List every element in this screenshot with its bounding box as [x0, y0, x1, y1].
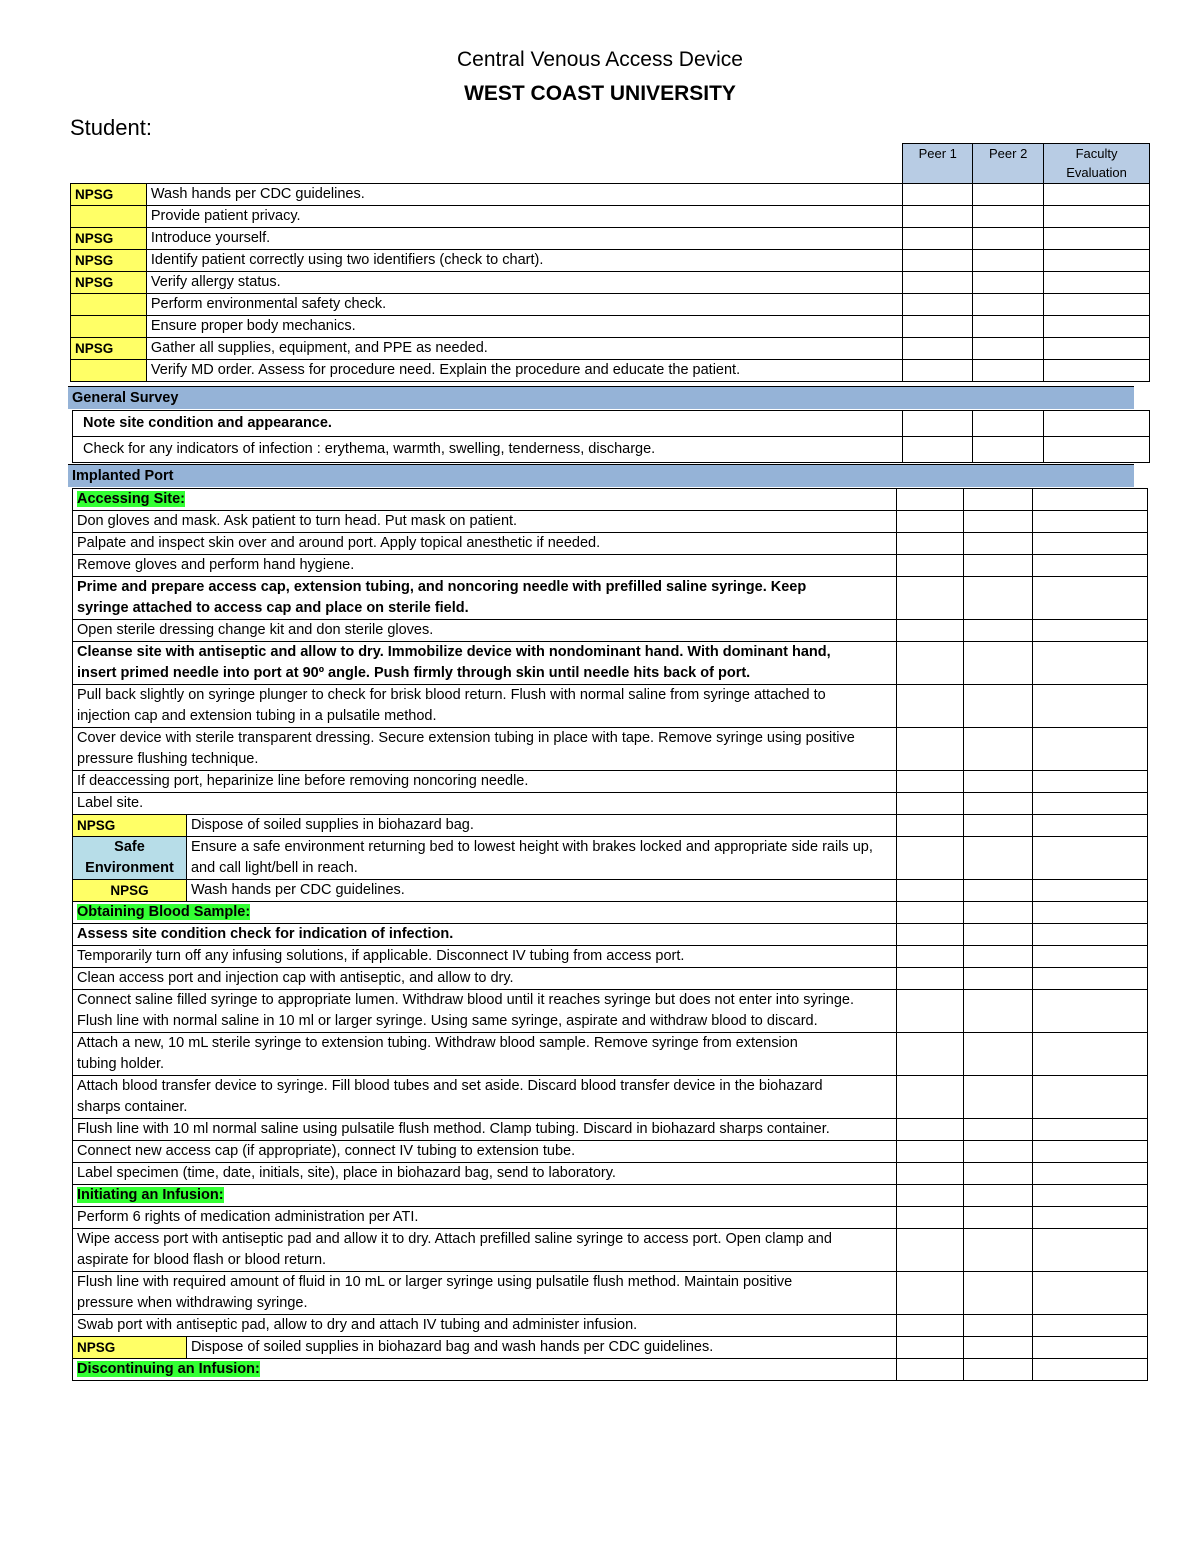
npsg-badge: NPSG	[71, 228, 147, 250]
peer1-cell[interactable]	[903, 411, 973, 437]
prep-row	[71, 206, 1150, 228]
step-text: Verify allergy status.	[146, 272, 902, 294]
faculty-cell[interactable]	[1033, 1076, 1148, 1119]
tag-empty-cell	[71, 316, 147, 338]
step-text: Cleanse site with antiseptic and allow to dry. Immobilize device with nondominant hand. With dominant hand, insert primed needle into port at 90º angle. Push firmly through skin until needle hits back of port.	[73, 642, 897, 685]
peer1-cell[interactable]	[903, 437, 973, 463]
step-text: Wash hands per CDC guidelines.	[146, 184, 902, 206]
npsg-badge: NPSG	[71, 338, 147, 360]
npsg-badge: NPSG	[73, 815, 187, 837]
peer1-cell[interactable]	[903, 338, 973, 360]
peer1-cell[interactable]	[896, 577, 964, 620]
peer1-cell[interactable]	[896, 880, 964, 902]
step-text: Open sterile dressing change kit and don sterile gloves.	[73, 620, 897, 642]
step-text: Dispose of soiled supplies in biohazard bag.	[186, 815, 896, 837]
step-text: Prime and prepare access cap, extension tubing, and noncoring needle with prefilled saline syringe. Keep syringe attached to access cap and place on sterile field.	[73, 577, 897, 620]
peer1-cell[interactable]	[903, 250, 973, 272]
peer1-cell[interactable]	[903, 272, 973, 294]
peer1-cell[interactable]	[896, 837, 964, 880]
faculty-cell[interactable]	[1033, 1229, 1148, 1272]
peer1-cell[interactable]	[896, 1163, 964, 1185]
peer1-cell[interactable]	[896, 1141, 964, 1163]
peer1-cell[interactable]	[903, 294, 973, 316]
peer1-cell[interactable]	[896, 1315, 964, 1337]
safe-environment-badge: Safe Environment	[73, 837, 187, 880]
faculty-cell[interactable]	[1033, 577, 1148, 620]
prep-row	[71, 184, 1150, 206]
tag-empty-cell	[71, 360, 147, 382]
step-text: Pull back slightly on syringe plunger to check for brisk blood return. Flush with normal saline from syringe attached to injection cap and extension tubing in a pulsatile method.	[73, 685, 897, 728]
peer2-cell[interactable]	[964, 1337, 1033, 1359]
peer1-cell[interactable]	[896, 771, 964, 793]
faculty-cell[interactable]	[1044, 184, 1150, 206]
blood-sample-label: Obtaining Blood Sample:	[77, 904, 251, 920]
peer1-cell[interactable]	[896, 620, 964, 642]
header-blank	[71, 144, 903, 184]
peer2-cell[interactable]	[964, 837, 1033, 880]
university-name: WEST COAST UNIVERSITY	[464, 82, 736, 105]
faculty-cell[interactable]	[1033, 990, 1148, 1033]
discontinuing-label: Discontinuing an Infusion:	[77, 1361, 260, 1377]
peer2-cell[interactable]	[964, 946, 1033, 968]
peer2-cell[interactable]	[973, 184, 1044, 206]
faculty-cell[interactable]	[1044, 360, 1150, 382]
step-text: Dispose of soiled supplies in biohazard bag and wash hands per CDC guidelines.	[186, 1337, 896, 1359]
peer1-cell[interactable]	[903, 206, 973, 228]
step-text: Perform environmental safety check.	[146, 294, 902, 316]
step-text: Gather all supplies, equipment, and PPE as needed.	[146, 338, 902, 360]
step-text: Cover device with sterile transparent dressing. Secure extension tubing in place with tape. Remove syringe using positive pressure flushing technique.	[73, 728, 897, 771]
student-label: Student:	[70, 115, 152, 140]
implanted-port-header: Implanted Port	[68, 464, 1134, 487]
peer2-cell[interactable]	[964, 968, 1033, 990]
faculty-cell[interactable]	[1033, 1272, 1148, 1315]
infusion-label: Initiating an Infusion:	[77, 1187, 224, 1203]
prep-row	[71, 360, 1150, 382]
peer1-cell[interactable]	[896, 489, 964, 511]
faculty-cell[interactable]	[1033, 511, 1148, 533]
step-text: Provide patient privacy.	[146, 206, 902, 228]
prep-row	[71, 294, 1150, 316]
peer1-cell[interactable]	[896, 1076, 964, 1119]
peer2-cell[interactable]	[973, 294, 1044, 316]
step-text: Attach blood transfer device to syringe. Fill blood tubes and set aside. Discard blood transfer device in the biohazard sharps container.	[73, 1076, 897, 1119]
prep-row	[71, 228, 1150, 250]
faculty-cell[interactable]	[1033, 728, 1148, 771]
accessing-site-label: Accessing Site:	[77, 491, 185, 507]
step-text: Ensure proper body mechanics.	[146, 316, 902, 338]
peer2-cell[interactable]	[964, 1163, 1033, 1185]
faculty-cell[interactable]	[1044, 272, 1150, 294]
peer1-cell[interactable]	[896, 1119, 964, 1141]
peer2-cell[interactable]	[973, 411, 1044, 437]
peer2-cell[interactable]	[964, 793, 1033, 815]
npsg-badge: NPSG	[71, 272, 147, 294]
col-faculty-evaluation: Faculty Evaluation	[1044, 144, 1150, 184]
peer2-cell[interactable]	[964, 577, 1033, 620]
tag-empty-cell	[71, 294, 147, 316]
peer2-cell[interactable]	[973, 272, 1044, 294]
prep-row	[71, 272, 1150, 294]
checklist-top-table	[70, 143, 1150, 382]
peer2-cell[interactable]	[973, 437, 1044, 463]
prep-row	[71, 250, 1150, 272]
peer2-cell[interactable]	[964, 555, 1033, 577]
peer2-cell[interactable]	[964, 642, 1033, 685]
faculty-cell[interactable]	[1033, 1337, 1148, 1359]
peer2-cell[interactable]	[964, 1272, 1033, 1315]
peer1-cell[interactable]	[896, 793, 964, 815]
npsg-badge: NPSG	[73, 880, 187, 902]
peer2-cell[interactable]	[964, 1359, 1033, 1381]
section-label-cell	[73, 902, 897, 924]
peer1-cell[interactable]	[903, 228, 973, 250]
peer2-cell[interactable]	[964, 1207, 1033, 1229]
step-text: Remove gloves and perform hand hygiene.	[73, 555, 897, 577]
faculty-cell[interactable]	[1044, 316, 1150, 338]
step-text: Ensure a safe environment returning bed to lowest height with brakes locked and appropriate side rails up, and call light/bell in reach.	[186, 837, 896, 880]
faculty-cell[interactable]	[1033, 1315, 1148, 1337]
npsg-badge: NPSG	[71, 250, 147, 272]
peer2-cell[interactable]	[973, 360, 1044, 382]
peer2-cell[interactable]	[964, 511, 1033, 533]
peer2-cell[interactable]	[964, 533, 1033, 555]
faculty-cell[interactable]	[1033, 620, 1148, 642]
step-text: Connect new access cap (if appropriate), connect IV tubing to extension tube.	[73, 1141, 897, 1163]
step-text: Perform 6 rights of medication administration per ATI.	[73, 1207, 897, 1229]
peer2-cell[interactable]	[964, 902, 1033, 924]
peer2-cell[interactable]	[964, 685, 1033, 728]
step-text: Label specimen (time, date, initials, site), place in biohazard bag, send to laboratory.	[73, 1163, 897, 1185]
peer1-cell[interactable]	[896, 511, 964, 533]
faculty-cell[interactable]	[1033, 815, 1148, 837]
peer2-cell[interactable]	[973, 228, 1044, 250]
faculty-cell[interactable]	[1033, 1141, 1148, 1163]
peer1-cell[interactable]	[896, 1185, 964, 1207]
peer2-cell[interactable]	[964, 771, 1033, 793]
faculty-cell[interactable]	[1044, 294, 1150, 316]
prep-row	[71, 316, 1150, 338]
faculty-cell[interactable]	[1033, 1033, 1148, 1076]
peer1-cell[interactable]	[896, 924, 964, 946]
step-text: Connect saline filled syringe to appropriate lumen. Withdraw blood until it reaches syringe but does not enter into syringe. Flush line with normal saline in 10 ml or larger syringe. Using same syringe, aspirate and withdraw blood to discard.	[73, 990, 897, 1033]
step-text: Palpate and inspect skin over and around port. Apply topical anesthetic if needed.	[73, 533, 897, 555]
peer2-cell[interactable]	[964, 880, 1033, 902]
faculty-cell[interactable]	[1033, 880, 1148, 902]
general-survey-table	[72, 410, 1150, 463]
col-peer-1: Peer 1	[903, 144, 973, 184]
peer2-cell[interactable]	[964, 924, 1033, 946]
faculty-cell[interactable]	[1033, 793, 1148, 815]
peer2-cell[interactable]	[964, 728, 1033, 771]
peer1-cell[interactable]	[903, 184, 973, 206]
prep-row	[71, 338, 1150, 360]
peer1-cell[interactable]	[896, 1229, 964, 1272]
step-text: Verify MD order. Assess for procedure need. Explain the procedure and educate the patient.	[146, 360, 902, 382]
faculty-cell[interactable]	[1044, 206, 1150, 228]
step-text: Identify patient correctly using two identifiers (check to chart).	[146, 250, 902, 272]
peer2-cell[interactable]	[964, 1229, 1033, 1272]
general-survey-header: General Survey	[68, 386, 1134, 409]
peer1-cell[interactable]	[896, 642, 964, 685]
peer1-cell[interactable]	[896, 685, 964, 728]
step-text: Don gloves and mask. Ask patient to turn head. Put mask on patient.	[73, 511, 897, 533]
step-text: Wash hands per CDC guidelines.	[186, 880, 896, 902]
step-text: Temporarily turn off any infusing solutions, if applicable. Disconnect IV tubing from access port.	[73, 946, 897, 968]
peer1-cell[interactable]	[903, 316, 973, 338]
step-text: Label site.	[73, 793, 897, 815]
peer1-cell[interactable]	[896, 990, 964, 1033]
tag-empty-cell	[71, 206, 147, 228]
faculty-cell[interactable]	[1033, 1207, 1148, 1229]
peer2-cell[interactable]	[964, 1119, 1033, 1141]
faculty-cell[interactable]	[1044, 437, 1150, 463]
faculty-cell[interactable]	[1033, 1119, 1148, 1141]
peer2-cell[interactable]	[964, 1141, 1033, 1163]
document-title: Central Venous Access Device	[457, 48, 743, 71]
faculty-cell[interactable]	[1033, 771, 1148, 793]
peer1-cell[interactable]	[896, 533, 964, 555]
peer1-cell[interactable]	[896, 902, 964, 924]
npsg-badge: NPSG	[73, 1337, 187, 1359]
faculty-cell[interactable]	[1044, 250, 1150, 272]
faculty-cell[interactable]	[1044, 228, 1150, 250]
faculty-cell[interactable]	[1033, 685, 1148, 728]
peer2-cell[interactable]	[973, 338, 1044, 360]
peer2-cell[interactable]	[964, 815, 1033, 837]
peer2-cell[interactable]	[973, 250, 1044, 272]
peer2-cell[interactable]	[964, 1033, 1033, 1076]
section-label-cell	[73, 1185, 897, 1207]
peer2-cell[interactable]	[964, 1315, 1033, 1337]
peer1-cell[interactable]	[896, 815, 964, 837]
peer2-cell[interactable]	[973, 206, 1044, 228]
section-label-cell	[73, 489, 897, 511]
faculty-cell[interactable]	[1033, 902, 1148, 924]
faculty-cell[interactable]	[1033, 533, 1148, 555]
section-label-cell	[73, 1359, 897, 1381]
peer1-cell[interactable]	[896, 1337, 964, 1359]
faculty-cell[interactable]	[1033, 837, 1148, 880]
peer2-cell[interactable]	[964, 1076, 1033, 1119]
step-text: Flush line with required amount of fluid in 10 mL or larger syringe using pulsatile flush method. Maintain positive pressure when withdrawing syringe.	[73, 1272, 897, 1315]
implanted-port-table	[72, 488, 1148, 1381]
peer1-cell[interactable]	[896, 1033, 964, 1076]
faculty-cell[interactable]	[1044, 411, 1150, 437]
peer1-cell[interactable]	[896, 946, 964, 968]
faculty-cell[interactable]	[1033, 1163, 1148, 1185]
peer2-cell[interactable]	[973, 316, 1044, 338]
step-text: Wipe access port with antiseptic pad and allow it to dry. Attach prefilled saline syringe to access port. Open clamp and aspirate for blood flash or blood return.	[73, 1229, 897, 1272]
peer2-cell[interactable]	[964, 990, 1033, 1033]
faculty-cell[interactable]	[1033, 642, 1148, 685]
faculty-cell[interactable]	[1044, 338, 1150, 360]
faculty-cell[interactable]	[1033, 924, 1148, 946]
step-text: Introduce yourself.	[146, 228, 902, 250]
col-peer-2: Peer 2	[973, 144, 1044, 184]
faculty-cell[interactable]	[1033, 946, 1148, 968]
faculty-cell[interactable]	[1033, 1185, 1148, 1207]
step-text: Attach a new, 10 mL sterile syringe to extension tubing. Withdraw blood sample. Remove syringe from extension tubing holder.	[73, 1033, 897, 1076]
peer1-cell[interactable]	[896, 1207, 964, 1229]
step-text: Swab port with antiseptic pad, allow to dry and attach IV tubing and administer infusion.	[73, 1315, 897, 1337]
peer2-cell[interactable]	[964, 1185, 1033, 1207]
faculty-cell[interactable]	[1033, 489, 1148, 511]
peer1-cell[interactable]	[896, 968, 964, 990]
survey-item: Note site condition and appearance.	[73, 411, 903, 437]
step-text: Clean access port and injection cap with antiseptic, and allow to dry.	[73, 968, 897, 990]
faculty-cell[interactable]	[1033, 555, 1148, 577]
faculty-cell[interactable]	[1033, 1359, 1148, 1381]
step-text: Flush line with 10 ml normal saline using pulsatile flush method. Clamp tubing. Discard in biohazard sharps container.	[73, 1119, 897, 1141]
survey-item: Check for any indicators of infection : erythema, warmth, swelling, tenderness, discharge.	[73, 437, 903, 463]
step-text: Assess site condition check for indication of infection.	[73, 924, 897, 946]
peer1-cell[interactable]	[896, 1359, 964, 1381]
step-text: If deaccessing port, heparinize line before removing noncoring needle.	[73, 771, 897, 793]
peer1-cell[interactable]	[903, 360, 973, 382]
faculty-cell[interactable]	[1033, 968, 1148, 990]
peer1-cell[interactable]	[896, 728, 964, 771]
peer1-cell[interactable]	[896, 1272, 964, 1315]
npsg-badge: NPSG	[71, 184, 147, 206]
peer2-cell[interactable]	[964, 620, 1033, 642]
peer1-cell[interactable]	[896, 555, 964, 577]
peer2-cell[interactable]	[964, 489, 1033, 511]
